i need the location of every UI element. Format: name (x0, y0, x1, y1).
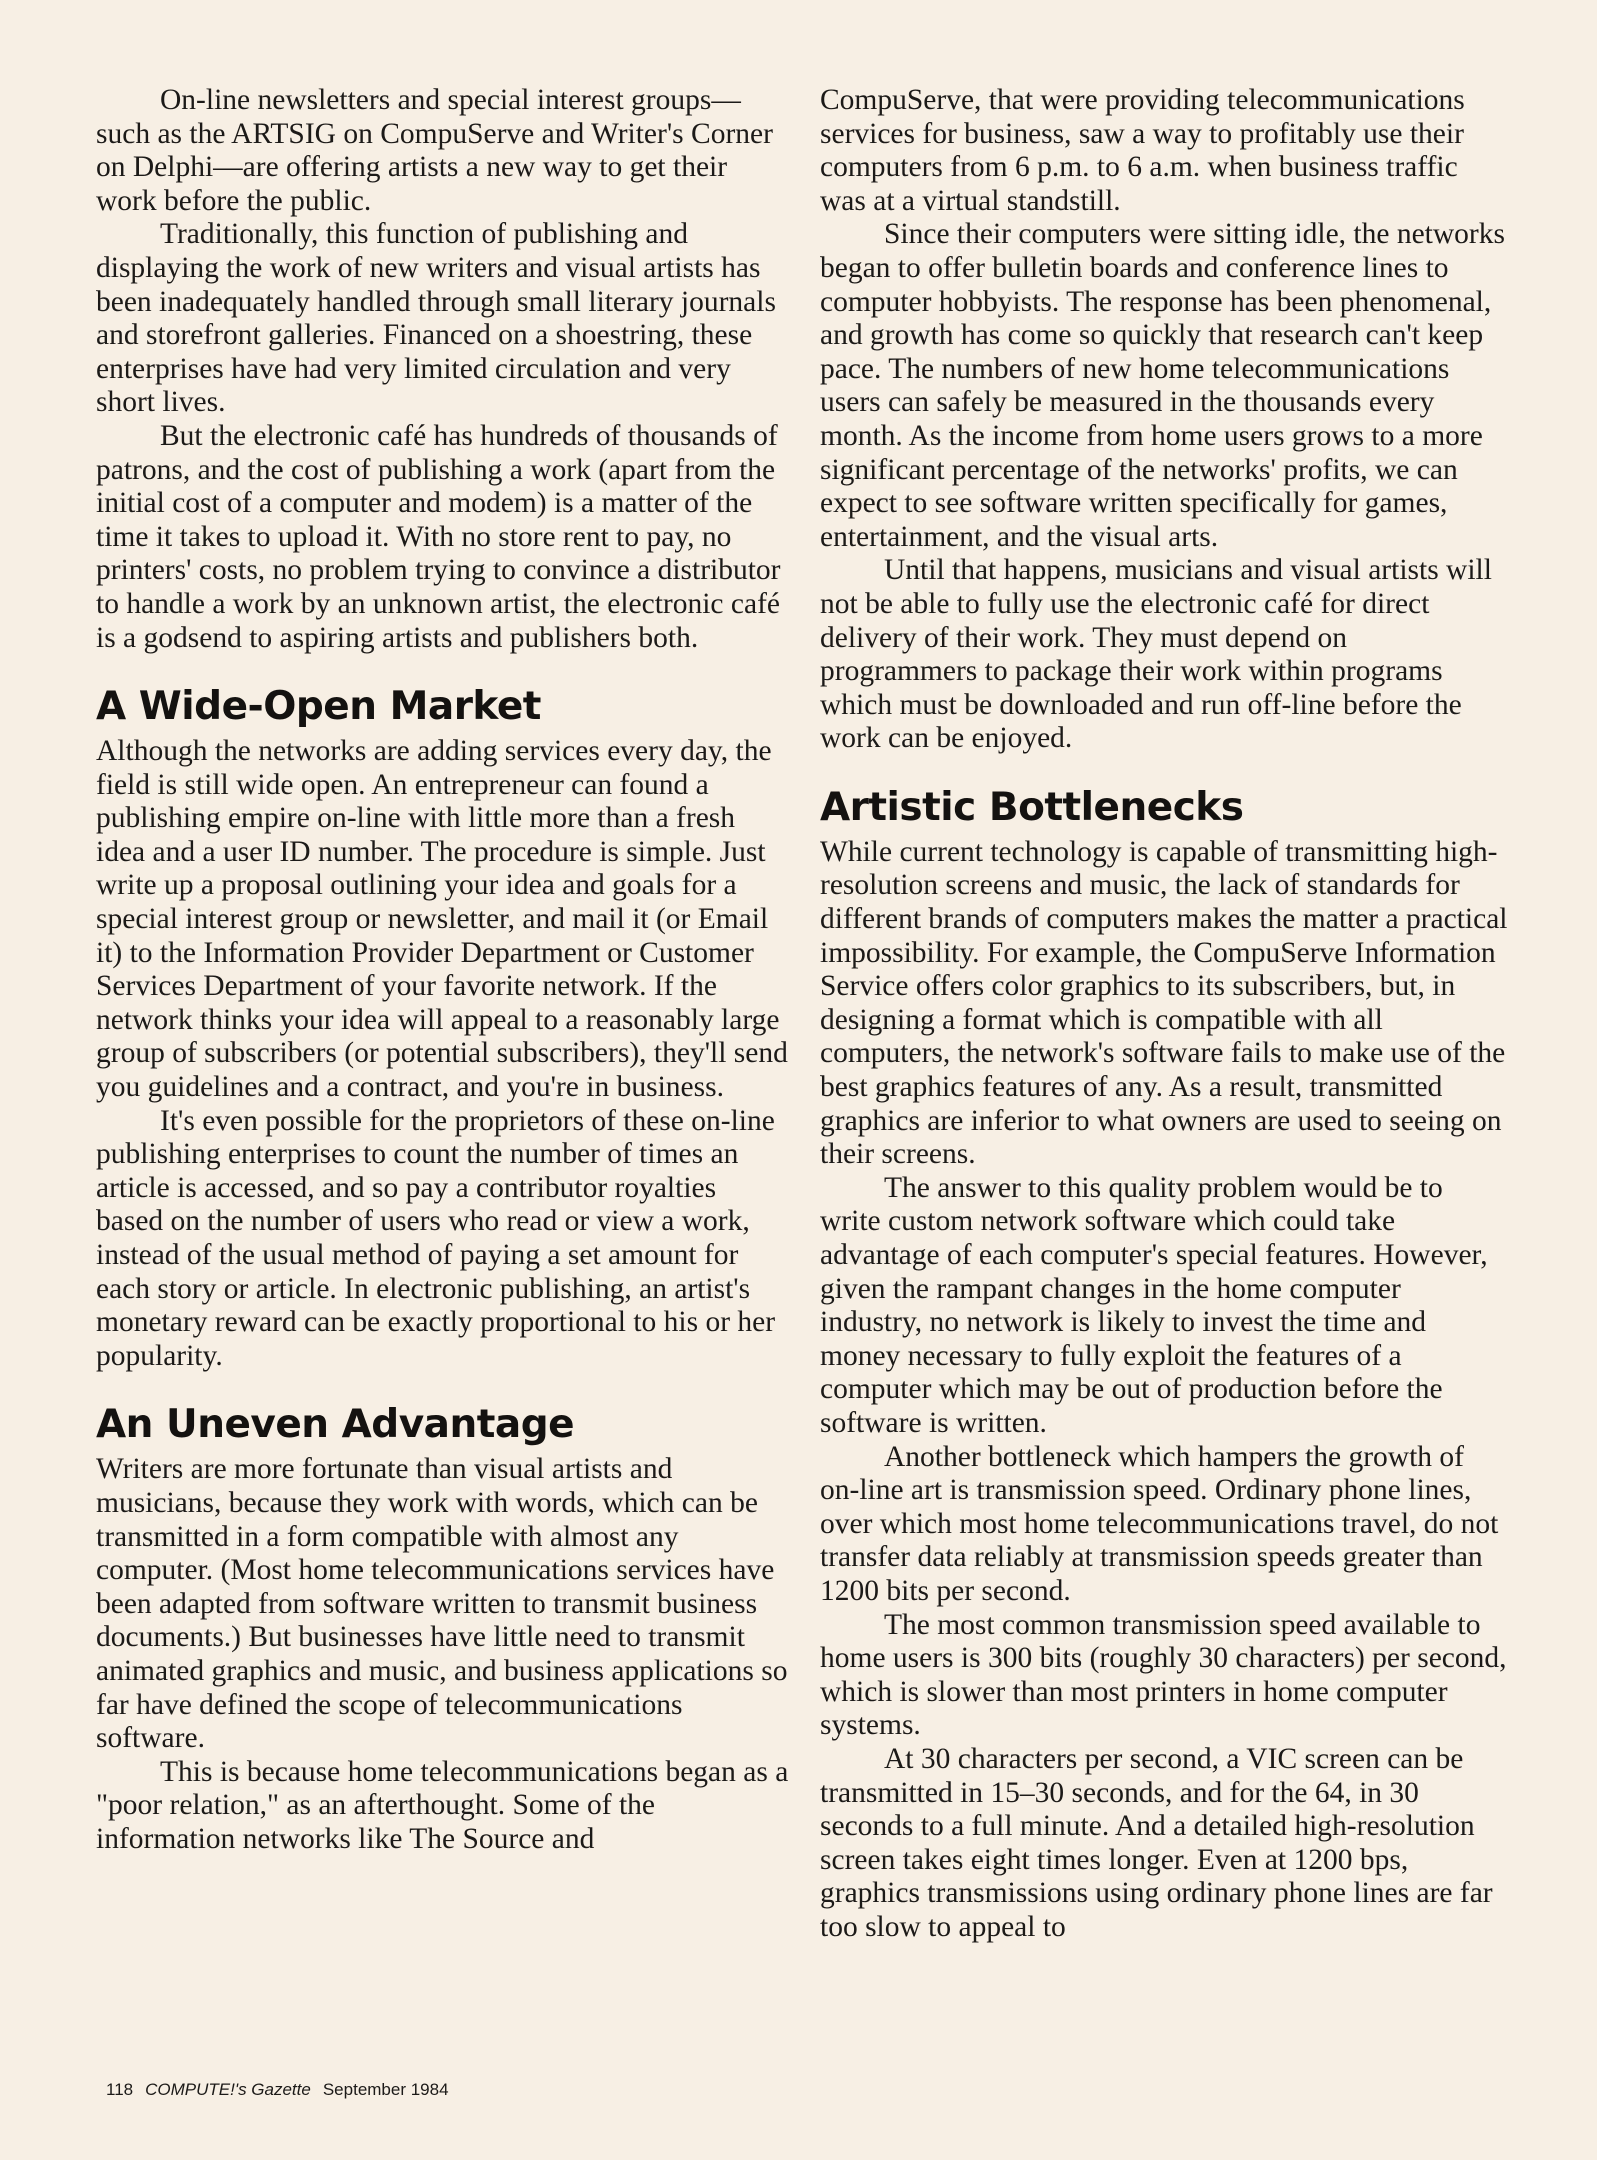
paragraph: The answer to this quality problem would be to write custom network software which could take advantage of each computer's special features. However, given the rampant changes in the home computer industry, no network is likely to invest the time and money necessary to fully exploit the features of a computer which may be out of production before the software is written. (820, 1171, 1488, 1439)
issue-date: September 1984 (322, 2080, 449, 2099)
paragraph: On-line newsletters and special interest groups—such as the ARTSIG on CompuServe and Writer's Corner on Delphi—are offering artists a new way to get their work before the public. (96, 84, 773, 217)
paragraph: Traditionally, this function of publishing and displaying the work of new writers and visual artists has been inadequately handled through small literary journals and storefront galleries. Financed on a shoestring, these enterprises have had very limited circulation and very short lives. (96, 218, 776, 419)
paragraph: This is because home telecommunications began as a "poor relation," as an afterthought. Some of the information networks like The Source and (96, 1755, 789, 1855)
paragraph: While current technology is capable of transmitting high-resolution screens and music, the lack of standards for different brands of computers makes the matter a practical impossibility. For example, the CompuServe Information Service offers color graphics to its subscribers, but, in designing a format which is compatible with all computers, the network's software fails to make use of the best graphics features of any. As a result, transmitted graphics are inferior to what owners are used to seeing on their screens. (820, 835, 1508, 1171)
section-heading-advantage: An Uneven Advantage (96, 1402, 575, 1448)
paragraph: Writers are more fortunate than visual artists and musicians, because they work with words, which can be transmitted in a form compatible with almost any computer. (Most home telecommunications services have been adapted from software written to transmit business documents.) But businesses have little need to transmit animated graphics and music, and business applications so far have defined the scope of telecommunications software. (96, 1453, 788, 1755)
page-footer (106, 2080, 449, 2100)
publication-name: COMPUTE!'s Gazette (145, 2080, 311, 2099)
section-heading-bottlenecks: Artistic Bottlenecks (820, 784, 1244, 830)
paragraph: Another bottleneck which hampers the growth of on-line art is transmission speed. Ordinary phone lines, over which most home telecommunications travel, do not transfer data reliably at transmission speeds greater than 1200 bits per second. (820, 1440, 1499, 1607)
paragraph: But the electronic café has hundreds of thousands of patrons, and the cost of publishing a work (apart from the initial cost of a computer and modem) is a matter of the time it takes to upload it. With no store rent to pay, no printers' costs, no problem trying to convince a distributor to handle a work by an unknown artist, the electronic café is a godsend to aspiring artists and publishers both. (96, 419, 781, 654)
paragraph: Until that happens, musicians and visual artists will not be able to fully use the electronic café for direct delivery of their work. They must depend on programmers to package their work within programs which must be downloaded and run off-line before the work can be enjoyed. (820, 554, 1492, 755)
paragraph: CompuServe, that were providing telecommunications services for business, saw a way to profitably use their computers from 6 p.m. to 6 a.m. when business traffic was at a virtual standstill. (820, 84, 1465, 217)
paragraph: It's even possible for the proprietors of these on-line publishing enterprises to count the number of times an article is accessed, and so pay a contributor royalties based on the number of users who read or view a work, instead of the usual method of paying a set amount for each story or article. In electronic publishing, an artist's monetary reward can be exactly proportional to his or her popularity. (96, 1104, 776, 1372)
paragraph: The most common transmission speed available to home users is 300 bits (roughly 30 characters) per second, which is slower than most printers in home computer systems. (820, 1608, 1507, 1742)
left-column (96, 84, 790, 1857)
paragraph: At 30 characters per second, a VIC screen can be transmitted in 15–30 seconds, and for the 64, in 30 seconds to a full minute. And a detailed high-resolution screen takes eight times longer. Even at 1200 bps, graphics transmissions using ordinary phone lines are far too slow to appeal to (820, 1742, 1493, 1943)
right-column (820, 84, 1510, 1944)
section-heading-market: A Wide-Open Market (96, 684, 541, 730)
paragraph: Since their computers were sitting idle, the networks began to offer bulletin boards and conference lines to computer hobbyists. The response has been phenomenal, and growth has come so quickly that research can't keep pace. The numbers of new home telecommunications users can safely be measured in the thousands every month. As the income from home users grows to a more significant percentage of the networks' profits, we can expect to see software written specifically for games, entertainment, and the visual arts. (820, 218, 1505, 553)
paragraph: Although the networks are adding services every day, the field is still wide open. An entrepreneur can found a publishing empire on-line with little more than a fresh idea and a user ID number. The procedure is simple. Just write up a proposal outlining your idea and goals for a special interest group or newsletter, and mail it (or Email it) to the Information Provider Department or Customer Services Department of your favorite network. If the network thinks your idea will appeal to a reasonably large group of subscribers (or potential subscribers), they'll send you guidelines and a contract, and you're in business. (96, 735, 788, 1104)
page-number: 118 (106, 2080, 134, 2099)
